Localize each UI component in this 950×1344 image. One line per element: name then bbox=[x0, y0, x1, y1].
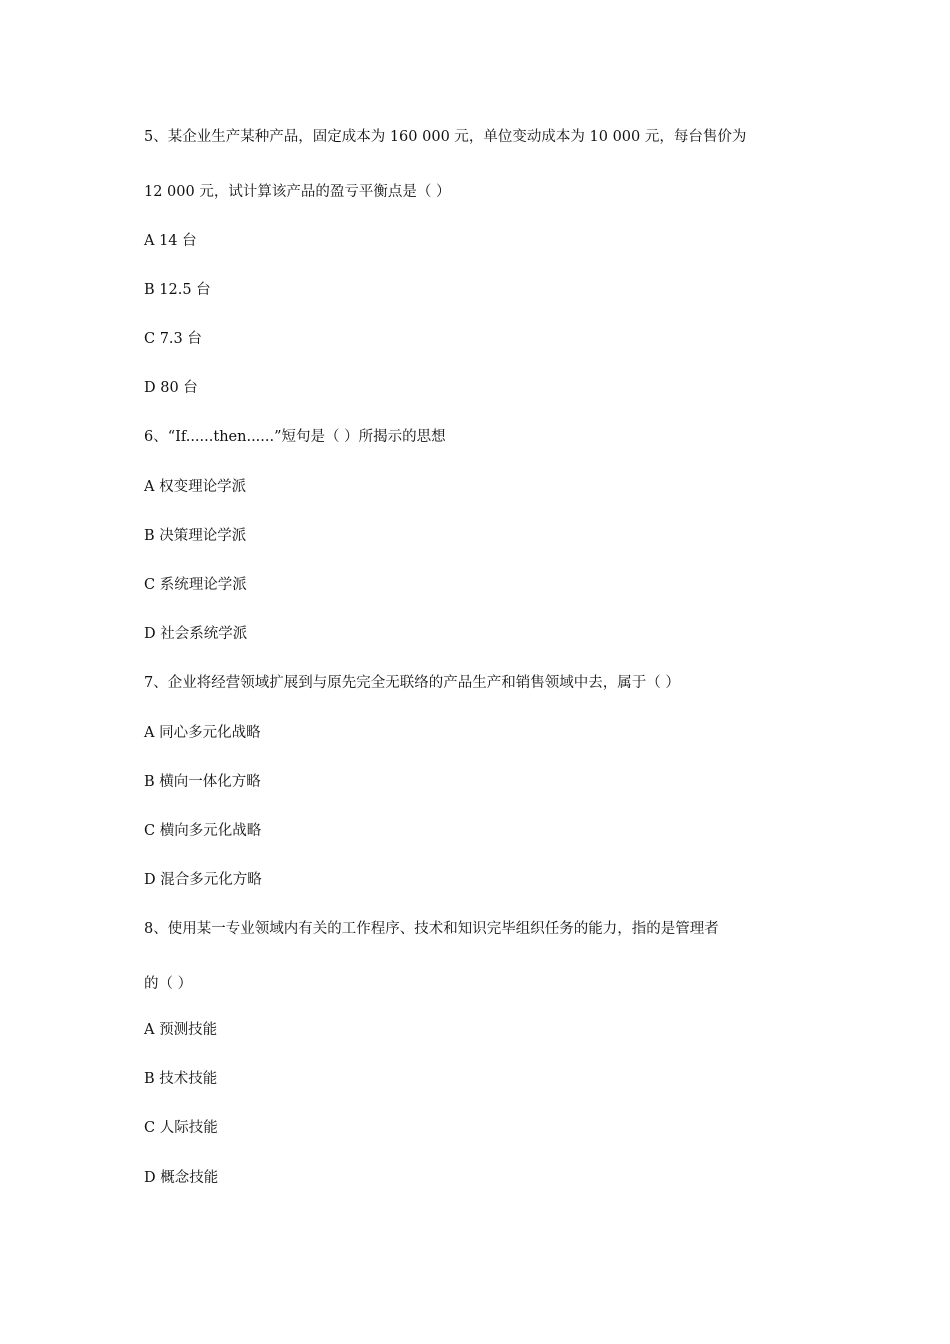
question-7-option-c: C 横向多元化战略 bbox=[144, 823, 262, 839]
question-6-option-c: C 系统理论学派 bbox=[144, 577, 247, 593]
question-7-option-b: B 横向一体化方略 bbox=[144, 774, 261, 790]
question-8-stem-line-2: 的（ ） bbox=[144, 976, 193, 992]
question-6-option-d: D 社会系统学派 bbox=[144, 626, 248, 642]
question-7-stem: 7、企业将经营领域扩展到与原先完全无联络的产品生产和销售领域中去，属于（ ） bbox=[144, 675, 680, 691]
question-5-option-c: C 7.3 台 bbox=[144, 331, 202, 347]
question-8-option-c: C 人际技能 bbox=[144, 1120, 218, 1136]
question-6-option-a: A 权变理论学派 bbox=[144, 479, 247, 495]
question-7-option-a: A 同心多元化战略 bbox=[144, 725, 261, 741]
question-8-option-a: A 预测技能 bbox=[144, 1022, 218, 1038]
question-8-stem-line-1: 8、使用某一专业领域内有关的工作程序、技术和知识完毕组织任务的能力，指的是管理者 bbox=[144, 921, 719, 937]
question-8-option-d: D 概念技能 bbox=[144, 1170, 219, 1186]
question-5-option-b: B 12.5 台 bbox=[144, 282, 211, 298]
question-6-stem: 6、“If......then......”短句是（ ）所揭示的思想 bbox=[144, 429, 446, 445]
question-5-stem-line-2: 12 000 元，试计算该产品的盈亏平衡点是（ ） bbox=[144, 184, 451, 200]
question-7-option-d: D 混合多元化方略 bbox=[144, 872, 262, 888]
question-5-stem-line-1: 5、某企业生产某种产品，固定成本为 160 000 元，单位变动成本为 10 000 元，每台售价为 bbox=[144, 129, 747, 145]
question-8-option-b: B 技术技能 bbox=[144, 1071, 218, 1087]
question-5-option-d: D 80 台 bbox=[144, 380, 198, 396]
question-6-option-b: B 决策理论学派 bbox=[144, 528, 247, 544]
question-5-option-a: A 14 台 bbox=[144, 233, 197, 249]
